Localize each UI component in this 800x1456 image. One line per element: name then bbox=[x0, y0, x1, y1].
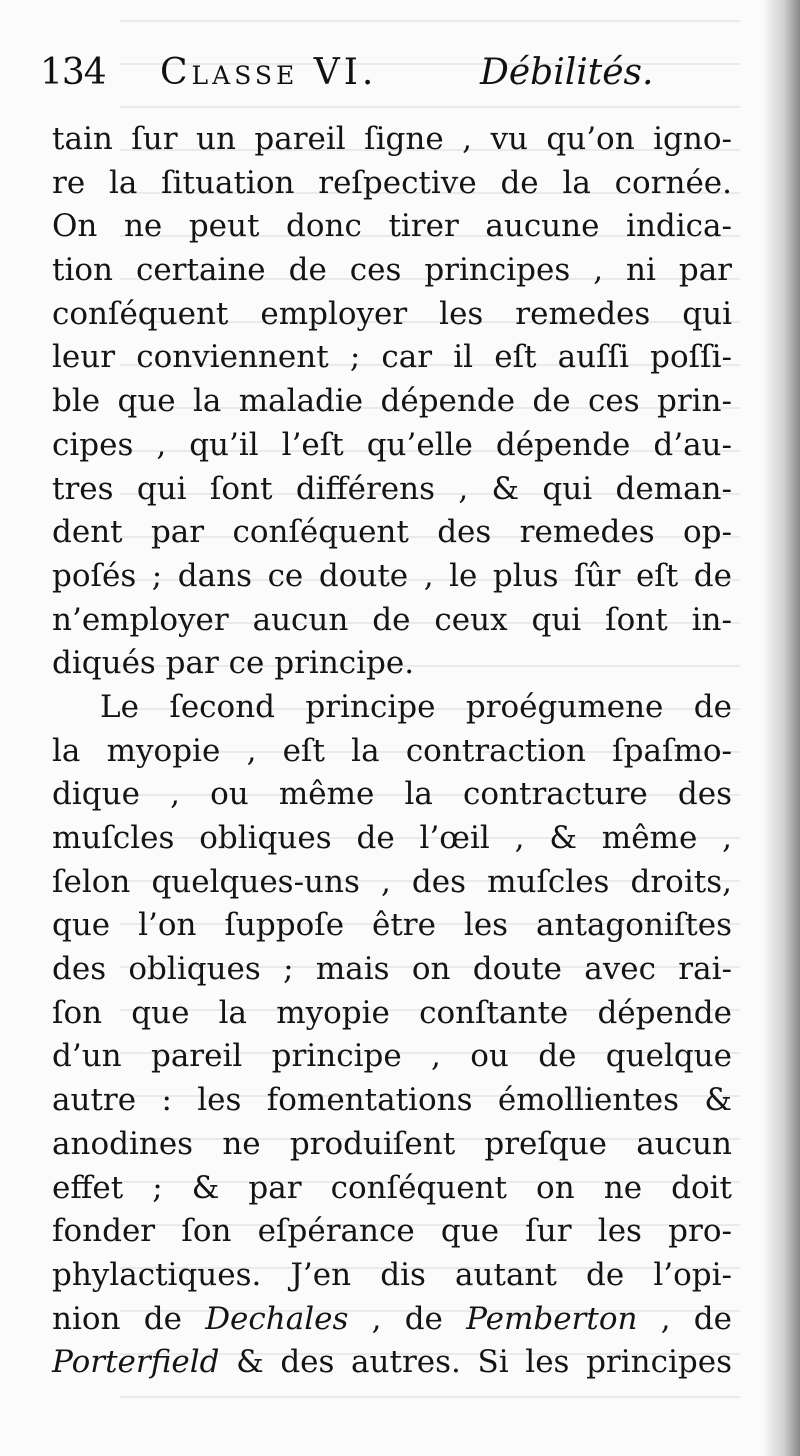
page-number: 134 bbox=[40, 52, 106, 93]
text-line: tres qui ſont différens , & qui deman- bbox=[52, 470, 732, 507]
text-segment: , de bbox=[348, 1300, 467, 1337]
text-line: d’un pareil principe , ou de quelque bbox=[52, 1038, 732, 1075]
class-label: Classe VI. bbox=[160, 52, 378, 93]
text-line: ſelon quelques-uns , des muſcles droits, bbox=[52, 863, 732, 900]
author-name-pemberton: Pemberton bbox=[466, 1300, 638, 1337]
text-line: re la ſituation reſpective de la cornée. bbox=[52, 164, 732, 201]
text-line: dent par conſéquent des remedes op- bbox=[52, 514, 732, 551]
text-line: effet ; & par conſéquent on ne doit bbox=[52, 1169, 732, 1206]
text-line: phylactiques. J’en dis autant de l’opi- bbox=[52, 1256, 732, 1293]
text-line: cipes , qu’il l’eſt qu’elle dépende d’au- bbox=[52, 426, 732, 463]
text-line: conſéquent employer les remedes qui bbox=[52, 295, 732, 332]
text-line: ble que la maladie dépende de ces prin- bbox=[52, 383, 732, 420]
page-edge-shadow bbox=[762, 0, 800, 1456]
text-line: que l’on ſuppoſe être les antagoniſtes bbox=[52, 907, 732, 944]
author-name-porterfield: Porterfield bbox=[52, 1344, 220, 1381]
text-line: la myopie , eſt la contraction ſpaſmo- bbox=[52, 732, 732, 769]
running-header bbox=[40, 52, 760, 102]
text-line: diqués par ce principe. bbox=[52, 645, 415, 682]
text-segment: & des autres. Si les principes bbox=[219, 1344, 732, 1381]
running-title: Débilités. bbox=[480, 52, 654, 93]
text-line: On ne peut donc tirer aucune indica- bbox=[52, 208, 732, 245]
text-line: leur conviennent ; car il eſt auſſi poſſi- bbox=[52, 339, 732, 376]
body-text bbox=[52, 118, 732, 1385]
text-segment: nion de bbox=[52, 1300, 206, 1337]
text-line: fonder ſon eſpérance que ſur les pro- bbox=[52, 1213, 732, 1250]
text-line-mixed bbox=[52, 1298, 732, 1342]
text-line-mixed bbox=[52, 1341, 732, 1385]
text-line: muſcles obliques de l’œil , & même , bbox=[52, 820, 732, 856]
author-name-dechales: Dechales bbox=[205, 1300, 349, 1337]
text-segment: , de bbox=[637, 1300, 732, 1337]
text-line: n’employer aucun de ceux qui ſont in- bbox=[52, 601, 732, 638]
text-line: Le ſecond principe proégumene de bbox=[100, 688, 732, 725]
text-line: dique , ou même la contracture des bbox=[52, 776, 732, 813]
text-line: autre : les fomentations émollientes & bbox=[52, 1082, 732, 1119]
text-line: des obliques ; mais on doute avec rai- bbox=[52, 951, 732, 988]
text-line: anodines ne produiſent preſque aucun bbox=[52, 1125, 732, 1162]
text-line: tain ſur un pareil ſigne , vu qu’on igno- bbox=[52, 121, 732, 157]
text-line: ſon que la myopie conſtante dépende bbox=[52, 994, 732, 1031]
text-line: tion certaine de ces principes , ni par bbox=[52, 252, 732, 289]
text-line: poſés ; dans ce doute , le plus ſûr eſt de bbox=[52, 557, 732, 594]
